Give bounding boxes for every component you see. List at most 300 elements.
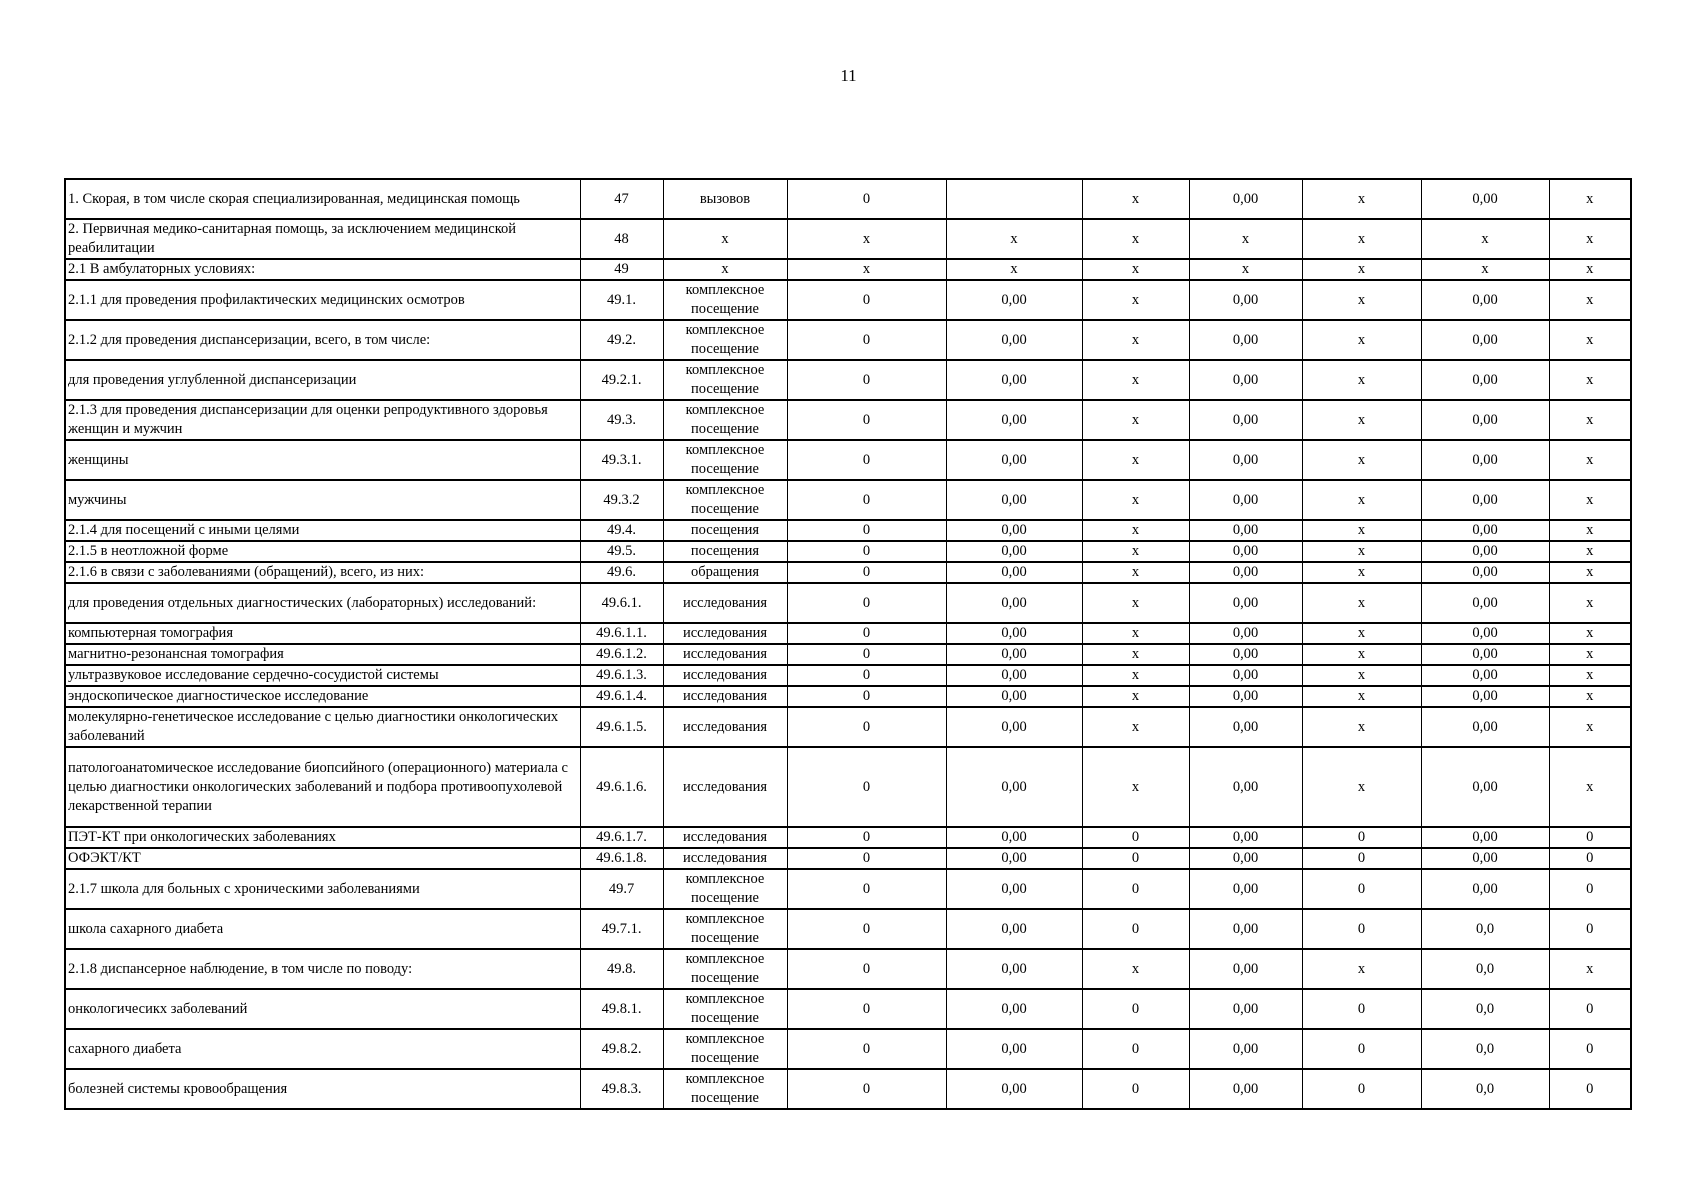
table-row [65, 562, 1631, 583]
indicator-name: ОФЭКТ/КТ [65, 848, 580, 869]
value-col-5: 0 [1302, 869, 1421, 909]
value-col-2: 0,00 [946, 1029, 1082, 1069]
value-col-7: x [1549, 219, 1631, 259]
value-col-7: x [1549, 562, 1631, 583]
table-row [65, 280, 1631, 320]
value-col-5: x [1302, 707, 1421, 747]
value-col-3: x [1082, 541, 1189, 562]
row-code: 49.2. [580, 320, 663, 360]
row-code: 49.4. [580, 520, 663, 541]
value-col-3: x [1082, 360, 1189, 400]
value-col-2: 0,00 [946, 665, 1082, 686]
indicator-name: 2. Первичная медико-санитарная помощь, за исключением медицинской реабилитации [65, 219, 580, 259]
unit-of-measure: вызовов [663, 179, 787, 219]
row-code: 49.3. [580, 400, 663, 440]
value-col-5: x [1302, 562, 1421, 583]
value-col-3: x [1082, 707, 1189, 747]
value-col-6: 0,0 [1421, 989, 1549, 1029]
unit-of-measure: обращения [663, 562, 787, 583]
unit-of-measure: исследования [663, 827, 787, 848]
value-col-1: 0 [787, 909, 946, 949]
table-row [65, 848, 1631, 869]
table-row [65, 400, 1631, 440]
value-col-5: 0 [1302, 848, 1421, 869]
unit-of-measure: комплексное посещение [663, 480, 787, 520]
table-row [65, 644, 1631, 665]
row-code: 49.3.2 [580, 480, 663, 520]
indicator-name: болезней системы кровообращения [65, 1069, 580, 1109]
unit-of-measure: комплексное посещение [663, 869, 787, 909]
value-col-4: 0,00 [1189, 686, 1302, 707]
unit-of-measure: посещения [663, 541, 787, 562]
value-col-4: 0,00 [1189, 400, 1302, 440]
value-col-4: 0,00 [1189, 909, 1302, 949]
row-code: 49.7.1. [580, 909, 663, 949]
value-col-7: x [1549, 707, 1631, 747]
table-row [65, 1069, 1631, 1109]
value-col-3: x [1082, 665, 1189, 686]
unit-of-measure: комплексное посещение [663, 440, 787, 480]
value-col-5: 0 [1302, 1029, 1421, 1069]
value-col-5: x [1302, 686, 1421, 707]
value-col-2: 0,00 [946, 583, 1082, 623]
value-col-1: 0 [787, 665, 946, 686]
value-col-7: 0 [1549, 1029, 1631, 1069]
value-col-2: 0,00 [946, 949, 1082, 989]
value-col-5: x [1302, 665, 1421, 686]
value-col-1: 0 [787, 360, 946, 400]
value-col-7: x [1549, 747, 1631, 827]
value-col-7: x [1549, 400, 1631, 440]
value-col-4: 0,00 [1189, 541, 1302, 562]
value-col-3: x [1082, 219, 1189, 259]
value-col-2: 0,00 [946, 644, 1082, 665]
value-col-3: 0 [1082, 869, 1189, 909]
value-col-6: 0,0 [1421, 909, 1549, 949]
value-col-2 [946, 179, 1082, 219]
row-code: 49 [580, 259, 663, 280]
value-col-6: 0,00 [1421, 747, 1549, 827]
value-col-5: 0 [1302, 827, 1421, 848]
page-number: 11 [840, 66, 857, 85]
row-code: 49.6.1.4. [580, 686, 663, 707]
table-row [65, 219, 1631, 259]
value-col-1: 0 [787, 848, 946, 869]
table-row [65, 747, 1631, 827]
value-col-3: x [1082, 562, 1189, 583]
table-row [65, 949, 1631, 989]
value-col-2: 0,00 [946, 1069, 1082, 1109]
value-col-4: 0,00 [1189, 440, 1302, 480]
unit-of-measure: комплексное посещение [663, 1029, 787, 1069]
row-code: 49.1. [580, 280, 663, 320]
value-col-4: 0,00 [1189, 644, 1302, 665]
value-col-6: 0,00 [1421, 848, 1549, 869]
unit-of-measure: x [663, 259, 787, 280]
value-col-5: 0 [1302, 1069, 1421, 1109]
row-code: 49.6.1.5. [580, 707, 663, 747]
value-col-3: x [1082, 320, 1189, 360]
table-row [65, 623, 1631, 644]
value-col-7: x [1549, 665, 1631, 686]
indicator-name: компьютерная томография [65, 623, 580, 644]
value-col-5: 0 [1302, 909, 1421, 949]
value-col-4: 0,00 [1189, 320, 1302, 360]
value-col-4: 0,00 [1189, 562, 1302, 583]
unit-of-measure: комплексное посещение [663, 320, 787, 360]
indicator-name: для проведения отдельных диагностических (лабораторных) исследований: [65, 583, 580, 623]
value-col-4: 0,00 [1189, 520, 1302, 541]
value-col-3: x [1082, 644, 1189, 665]
value-col-6: 0,00 [1421, 440, 1549, 480]
table-row [65, 989, 1631, 1029]
row-code: 49.2.1. [580, 360, 663, 400]
value-col-7: x [1549, 541, 1631, 562]
table-row [65, 259, 1631, 280]
value-col-4: 0,00 [1189, 1029, 1302, 1069]
value-col-5: x [1302, 480, 1421, 520]
value-col-5: x [1302, 360, 1421, 400]
value-col-2: 0,00 [946, 909, 1082, 949]
value-col-4: 0,00 [1189, 989, 1302, 1029]
value-col-7: x [1549, 480, 1631, 520]
value-col-3: x [1082, 949, 1189, 989]
value-col-1: 0 [787, 644, 946, 665]
value-col-2: 0,00 [946, 400, 1082, 440]
value-col-4: 0,00 [1189, 1069, 1302, 1109]
value-col-7: x [1549, 320, 1631, 360]
table-row [65, 520, 1631, 541]
value-col-6: x [1421, 259, 1549, 280]
value-col-7: x [1549, 686, 1631, 707]
value-col-1: 0 [787, 686, 946, 707]
unit-of-measure: комплексное посещение [663, 909, 787, 949]
value-col-2: x [946, 259, 1082, 280]
value-col-1: 0 [787, 989, 946, 1029]
value-col-1: 0 [787, 747, 946, 827]
value-col-4: 0,00 [1189, 848, 1302, 869]
row-code: 49.6.1.7. [580, 827, 663, 848]
value-col-4: 0,00 [1189, 480, 1302, 520]
indicator-name: для проведения углубленной диспансеризации [65, 360, 580, 400]
row-code: 49.8.2. [580, 1029, 663, 1069]
value-col-6: 0,00 [1421, 644, 1549, 665]
unit-of-measure: исследования [663, 707, 787, 747]
value-col-6: 0,00 [1421, 179, 1549, 219]
indicator-table [64, 178, 1632, 1110]
row-code: 49.8.1. [580, 989, 663, 1029]
table-row [65, 360, 1631, 400]
value-col-7: 0 [1549, 869, 1631, 909]
value-col-4: 0,00 [1189, 623, 1302, 644]
value-col-7: 0 [1549, 827, 1631, 848]
indicator-name: 2.1.5 в неотложной форме [65, 541, 580, 562]
value-col-3: x [1082, 623, 1189, 644]
value-col-7: x [1549, 623, 1631, 644]
value-col-5: x [1302, 440, 1421, 480]
unit-of-measure: исследования [663, 665, 787, 686]
value-col-1: x [787, 259, 946, 280]
value-col-6: 0,00 [1421, 623, 1549, 644]
value-col-7: x [1549, 583, 1631, 623]
value-col-2: 0,00 [946, 360, 1082, 400]
value-col-7: x [1549, 440, 1631, 480]
table-row [65, 480, 1631, 520]
unit-of-measure: комплексное посещение [663, 1069, 787, 1109]
indicator-name: 2.1.8 диспансерное наблюдение, в том числе по поводу: [65, 949, 580, 989]
table-row [65, 320, 1631, 360]
row-code: 49.6.1.8. [580, 848, 663, 869]
indicator-name: ПЭТ-КТ при онкологических заболеваниях [65, 827, 580, 848]
value-col-6: 0,00 [1421, 869, 1549, 909]
value-col-1: 0 [787, 1029, 946, 1069]
value-col-2: x [946, 219, 1082, 259]
value-col-4: 0,00 [1189, 949, 1302, 989]
value-col-6: 0,00 [1421, 400, 1549, 440]
unit-of-measure: исследования [663, 848, 787, 869]
value-col-5: 0 [1302, 989, 1421, 1029]
table-row [65, 869, 1631, 909]
table-row [65, 827, 1631, 848]
indicator-name: магнитно-резонансная томография [65, 644, 580, 665]
value-col-6: 0,00 [1421, 541, 1549, 562]
indicator-name: 2.1.6 в связи с заболеваниями (обращений), всего, из них: [65, 562, 580, 583]
value-col-5: x [1302, 219, 1421, 259]
value-col-2: 0,00 [946, 707, 1082, 747]
value-col-6: 0,00 [1421, 320, 1549, 360]
table-row [65, 909, 1631, 949]
value-col-5: x [1302, 541, 1421, 562]
value-col-7: x [1549, 360, 1631, 400]
value-col-2: 0,00 [946, 320, 1082, 360]
unit-of-measure: исследования [663, 686, 787, 707]
row-code: 47 [580, 179, 663, 219]
table-body [65, 179, 1631, 1109]
value-col-1: 0 [787, 583, 946, 623]
row-code: 49.6. [580, 562, 663, 583]
indicator-name: ультразвуковое исследование сердечно-сосудистой системы [65, 665, 580, 686]
value-col-3: 0 [1082, 1069, 1189, 1109]
value-col-5: x [1302, 949, 1421, 989]
value-col-1: 0 [787, 949, 946, 989]
value-col-7: x [1549, 520, 1631, 541]
value-col-6: 0,00 [1421, 562, 1549, 583]
indicator-name: школа сахарного диабета [65, 909, 580, 949]
table-row [65, 583, 1631, 623]
value-col-7: x [1549, 179, 1631, 219]
indicator-name: 2.1.3 для проведения диспансеризации для оценки репродуктивного здоровья женщин и мужчин [65, 400, 580, 440]
value-col-5: x [1302, 320, 1421, 360]
value-col-7: 0 [1549, 989, 1631, 1029]
unit-of-measure: комплексное посещение [663, 400, 787, 440]
value-col-3: x [1082, 686, 1189, 707]
row-code: 49.6.1.6. [580, 747, 663, 827]
row-code: 49.3.1. [580, 440, 663, 480]
value-col-4: 0,00 [1189, 665, 1302, 686]
value-col-3: x [1082, 440, 1189, 480]
value-col-4: 0,00 [1189, 707, 1302, 747]
value-col-6: 0,00 [1421, 280, 1549, 320]
value-col-6: 0,00 [1421, 707, 1549, 747]
unit-of-measure: исследования [663, 644, 787, 665]
value-col-3: x [1082, 583, 1189, 623]
table-row [65, 686, 1631, 707]
value-col-2: 0,00 [946, 480, 1082, 520]
value-col-6: 0,0 [1421, 949, 1549, 989]
value-col-2: 0,00 [946, 280, 1082, 320]
value-col-7: x [1549, 644, 1631, 665]
unit-of-measure: исследования [663, 747, 787, 827]
value-col-2: 0,00 [946, 869, 1082, 909]
indicator-name: мужчины [65, 480, 580, 520]
table-row [65, 665, 1631, 686]
value-col-3: x [1082, 480, 1189, 520]
value-col-1: 0 [787, 520, 946, 541]
indicator-name: 2.1.7 школа для больных с хроническими заболеваниями [65, 869, 580, 909]
indicator-name: 2.1 В амбулаторных условиях: [65, 259, 580, 280]
value-col-1: 0 [787, 400, 946, 440]
value-col-3: 0 [1082, 848, 1189, 869]
value-col-6: 0,00 [1421, 583, 1549, 623]
value-col-4: 0,00 [1189, 179, 1302, 219]
value-col-4: 0,00 [1189, 360, 1302, 400]
value-col-6: 0,00 [1421, 520, 1549, 541]
value-col-3: x [1082, 747, 1189, 827]
unit-of-measure: комплексное посещение [663, 989, 787, 1029]
value-col-3: 0 [1082, 909, 1189, 949]
unit-of-measure: комплексное посещение [663, 360, 787, 400]
value-col-5: x [1302, 583, 1421, 623]
value-col-4: x [1189, 259, 1302, 280]
value-col-1: 0 [787, 320, 946, 360]
value-col-1: 0 [787, 179, 946, 219]
value-col-4: x [1189, 219, 1302, 259]
value-col-4: 0,00 [1189, 827, 1302, 848]
value-col-2: 0,00 [946, 848, 1082, 869]
value-col-6: x [1421, 219, 1549, 259]
value-col-5: x [1302, 644, 1421, 665]
value-col-3: x [1082, 179, 1189, 219]
value-col-3: x [1082, 280, 1189, 320]
value-col-4: 0,00 [1189, 280, 1302, 320]
value-col-2: 0,00 [946, 989, 1082, 1029]
value-col-1: 0 [787, 440, 946, 480]
indicator-name: 2.1.4 для посещений с иными целями [65, 520, 580, 541]
value-col-3: x [1082, 400, 1189, 440]
row-code: 49.6.1.3. [580, 665, 663, 686]
row-code: 49.8.3. [580, 1069, 663, 1109]
value-col-1: 0 [787, 562, 946, 583]
row-code: 48 [580, 219, 663, 259]
value-col-7: 0 [1549, 1069, 1631, 1109]
value-col-5: x [1302, 520, 1421, 541]
row-code: 49.7 [580, 869, 663, 909]
value-col-3: x [1082, 259, 1189, 280]
row-code: 49.6.1.1. [580, 623, 663, 644]
value-col-3: 0 [1082, 827, 1189, 848]
value-col-1: 0 [787, 280, 946, 320]
value-col-2: 0,00 [946, 827, 1082, 848]
value-col-2: 0,00 [946, 440, 1082, 480]
value-col-7: x [1549, 259, 1631, 280]
value-col-2: 0,00 [946, 686, 1082, 707]
row-code: 49.6.1.2. [580, 644, 663, 665]
value-col-1: 0 [787, 623, 946, 644]
value-col-3: 0 [1082, 1029, 1189, 1069]
value-col-5: x [1302, 179, 1421, 219]
unit-of-measure: комплексное посещение [663, 280, 787, 320]
unit-of-measure: комплексное посещение [663, 949, 787, 989]
value-col-2: 0,00 [946, 541, 1082, 562]
value-col-1: 0 [787, 480, 946, 520]
value-col-6: 0,0 [1421, 1029, 1549, 1069]
table-row [65, 707, 1631, 747]
value-col-6: 0,00 [1421, 665, 1549, 686]
value-col-4: 0,00 [1189, 747, 1302, 827]
value-col-3: x [1082, 520, 1189, 541]
value-col-6: 0,00 [1421, 686, 1549, 707]
value-col-5: x [1302, 623, 1421, 644]
indicator-name: 2.1.2 для проведения диспансеризации, всего, в том числе: [65, 320, 580, 360]
indicator-name: женщины [65, 440, 580, 480]
indicator-name: молекулярно-генетическое исследование с целью диагностики онкологических заболеваний [65, 707, 580, 747]
row-code: 49.6.1. [580, 583, 663, 623]
value-col-6: 0,0 [1421, 1069, 1549, 1109]
unit-of-measure: посещения [663, 520, 787, 541]
value-col-1: x [787, 219, 946, 259]
value-col-2: 0,00 [946, 623, 1082, 644]
unit-of-measure: x [663, 219, 787, 259]
indicator-name: онкологичесикх заболеваний [65, 989, 580, 1029]
value-col-1: 0 [787, 1069, 946, 1109]
value-col-1: 0 [787, 541, 946, 562]
value-col-5: x [1302, 747, 1421, 827]
value-col-2: 0,00 [946, 562, 1082, 583]
table-row [65, 1029, 1631, 1069]
table-row [65, 541, 1631, 562]
value-col-4: 0,00 [1189, 583, 1302, 623]
value-col-2: 0,00 [946, 747, 1082, 827]
value-col-5: x [1302, 259, 1421, 280]
indicator-name: эндоскопическое диагностическое исследование [65, 686, 580, 707]
table-row [65, 440, 1631, 480]
row-code: 49.5. [580, 541, 663, 562]
value-col-5: x [1302, 400, 1421, 440]
value-col-3: 0 [1082, 989, 1189, 1029]
row-code: 49.8. [580, 949, 663, 989]
indicator-name: сахарного диабета [65, 1029, 580, 1069]
value-col-4: 0,00 [1189, 869, 1302, 909]
unit-of-measure: исследования [663, 583, 787, 623]
value-col-7: x [1549, 280, 1631, 320]
value-col-1: 0 [787, 707, 946, 747]
table-row [65, 179, 1631, 219]
value-col-7: 0 [1549, 909, 1631, 949]
indicator-name: 2.1.1 для проведения профилактических медицинских осмотров [65, 280, 580, 320]
value-col-6: 0,00 [1421, 360, 1549, 400]
indicator-name: патологоанатомическое исследование биопсийного (операционного) материала с целью диагностики онкологических заболеваний и подбора противоопухолевой лекарственной терапии [65, 747, 580, 827]
value-col-1: 0 [787, 827, 946, 848]
value-col-7: x [1549, 949, 1631, 989]
value-col-5: x [1302, 280, 1421, 320]
value-col-2: 0,00 [946, 520, 1082, 541]
value-col-1: 0 [787, 869, 946, 909]
value-col-6: 0,00 [1421, 480, 1549, 520]
unit-of-measure: исследования [663, 623, 787, 644]
value-col-7: 0 [1549, 848, 1631, 869]
value-col-6: 0,00 [1421, 827, 1549, 848]
indicator-name: 1. Скорая, в том числе скорая специализированная, медицинская помощь [65, 179, 580, 219]
